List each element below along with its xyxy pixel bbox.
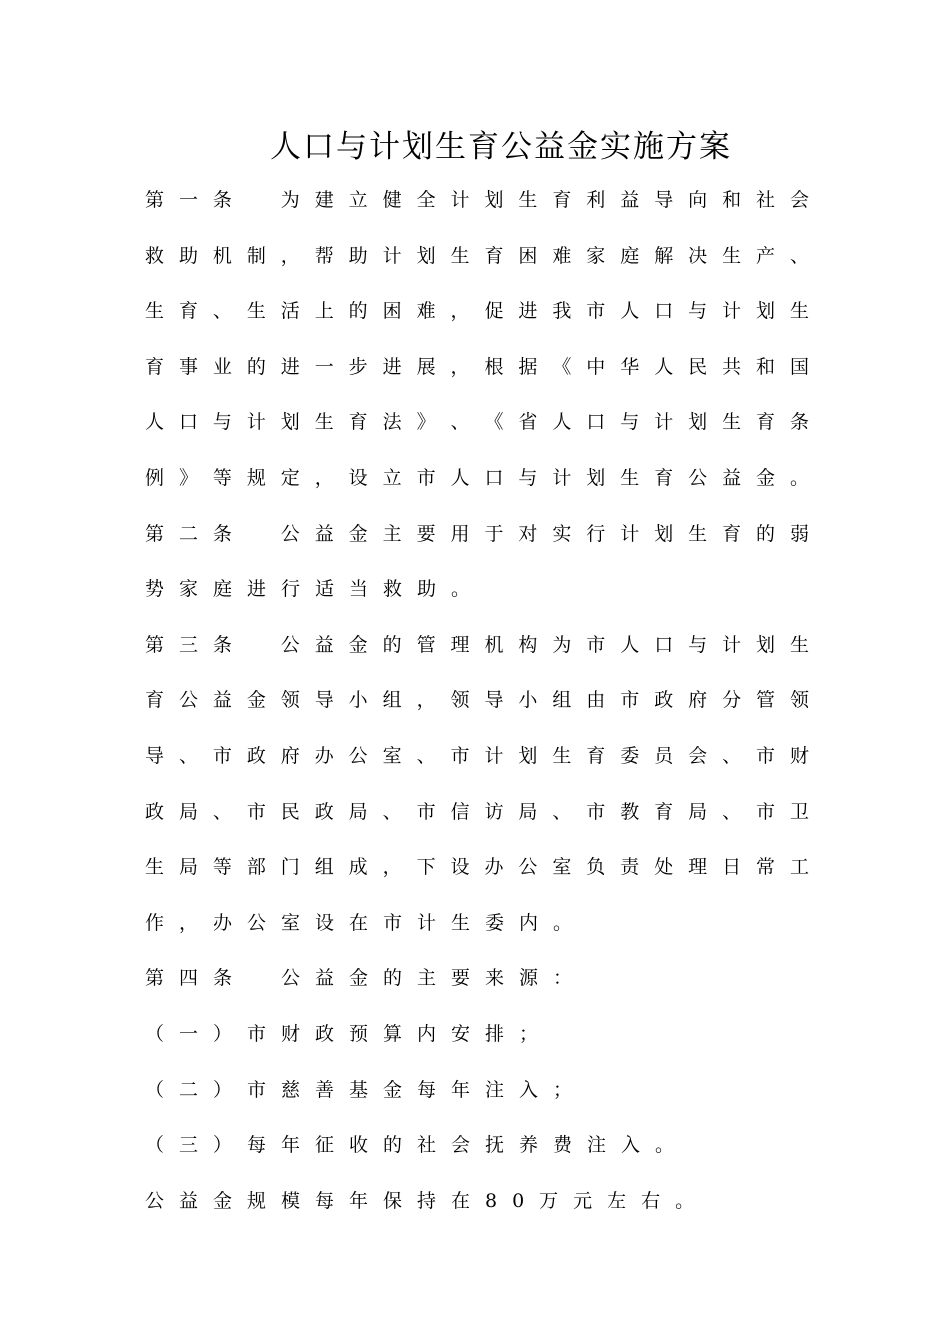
paragraph-line: 政 局 、 市 民 政 局 、 市 信 访 局 、 市 教 育 局 、 市 卫 <box>145 800 809 823</box>
paragraph-line: 人 口 与 计 划 生 育 法 》 、 《 省 人 口 与 计 划 生 育 条 <box>145 411 809 434</box>
paragraph-line: 例 》 等 规 定 ， 设 立 市 人 口 与 计 划 生 育 公 益 金 。 <box>145 466 809 489</box>
paragraph-line: 第 三 条 公 益 金 的 管 理 机 构 为 市 人 口 与 计 划 生 <box>145 633 809 656</box>
paragraph-line: 第 二 条 公 益 金 主 要 用 于 对 实 行 计 划 生 育 的 弱 <box>145 522 809 545</box>
paragraph-line: 势家庭进行适当救助。 <box>145 578 486 601</box>
paragraph-line: （二）市慈善基金每年注入； <box>145 1078 588 1101</box>
paragraph-line: 育 公 益 金 领 导 小 组 ， 领 导 小 组 由 市 政 府 分 管 领 <box>145 689 809 712</box>
paragraph-line: （三）每年征收的社会抚养费注入。 <box>145 1134 690 1157</box>
paragraph-line: 育 事 业 的 进 一 步 进 展 ， 根 据 《 中 华 人 民 共 和 国 <box>145 355 809 378</box>
paragraph-line: 导 、 市 政 府 办 公 室 、 市 计 划 生 育 委 员 会 、 市 财 <box>145 744 809 767</box>
document-title: 人口与计划生育公益金实施方案 <box>270 129 732 165</box>
paragraph-line: 作，办公室设在市计生委内。 <box>145 911 588 934</box>
paragraph-line: 公益金规模每年保持在80万元左右。 <box>145 1189 710 1212</box>
paragraph-line: 救 助 机 制 ， 帮 助 计 划 生 育 困 难 家 庭 解 决 生 产 、 <box>145 244 809 267</box>
paragraph-line: 生 局 等 部 门 组 成 ， 下 设 办 公 室 负 责 处 理 日 常 工 <box>145 856 809 879</box>
paragraph-line: （一）市财政预算内安排； <box>145 1022 554 1045</box>
paragraph-line: 第 一 条 为 建 立 健 全 计 划 生 育 利 益 导 向 和 社 会 <box>145 189 809 211</box>
document-body <box>145 173 809 1229</box>
paragraph-line: 第四条 公益金的主要来源： <box>145 967 588 990</box>
paragraph-line: 生 育 、 生 活 上 的 困 难 ， 促 进 我 市 人 口 与 计 划 生 <box>145 300 809 323</box>
